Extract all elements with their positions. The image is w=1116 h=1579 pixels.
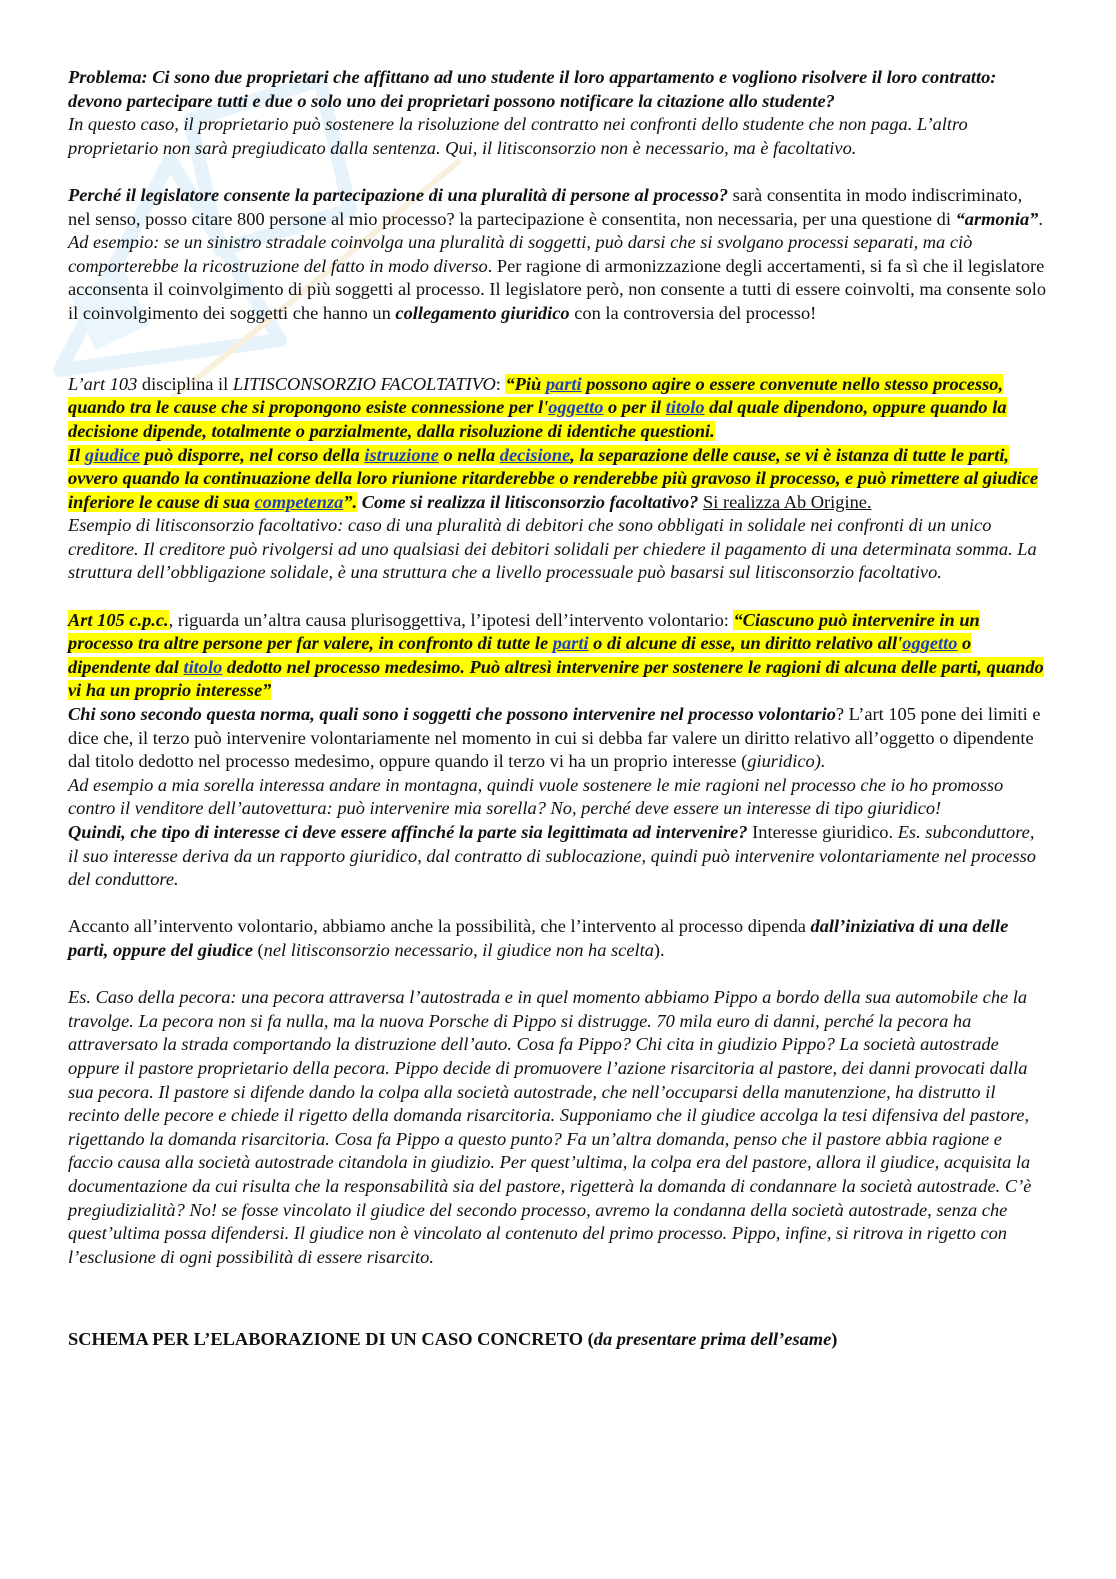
art-103-label: L’art 103 [68, 373, 138, 394]
document-page [68, 66, 1048, 1375]
intervention-question: Chi sono secondo questa norma, quali sono i soggetti che possono intervenire nel processo volontario [68, 704, 836, 725]
litisconsorzio-title: LITISCONSORZIO FACOLTATIVO [232, 373, 496, 394]
paragraph-plurality [68, 184, 1048, 326]
quote-text: ”. [343, 491, 358, 512]
quote-text: , la separazione delle cause, se vi è istanza di tutte le parti, ovvero quando la continuazione della loro riunione ritarderebbe o renderebbe più gravoso il processo, e può rimettere al giudice inferiore le cause di sua [68, 444, 1039, 512]
paragraph-pecora: Es. Caso della pecora: una pecora attraversa l’autostrada e in quel momento abbiamo Pippo a bordo della sua automobile che la travolge. La pecora non si fa nulla, ma la nuova Porsche di Pippo si distrugge. 70 mila euro di danni, perché la pecora ha attraversato la strada comportando la distruzione dell’auto. Cosa fa Pippo? Chi cita in giudizio Pippo? La società autostrade oppure il pastore proprietario della pecora. Pippo decide di promuovere l’azione risarcitoria al pastore, dei danni provocati dalla sua pecora. Il pastore si difende dando la colpa alla società autostrade, che nell’occuparsi della manutenzione, ha distrutto il recinto delle pecore e chiede il rigetto della domanda risarcitoria. Supponiamo che il giudice accolga la tesi difensiva del pastore, rigettando la domanda risarcitoria. Cosa fa Pippo a questo punto? Fa un’altra domanda, penso che il pastore abbia ragione e faccio causa alla società autostrade citandola in giudizio. Per quest’ultima, la colpa era del pastore, allora il giudice, acquisita la documentazione da cui risulta che la responsabilità sia del pastore, rigetterà la domanda di condannare la società autostrade. C’è pregiudizialità? No! se fosse vincolato il giudice del secondo processo, avremo la condanna della società autostrade, senza che quest’ultima possa difendersi. Il giudice non è vincolato al contenuto del primo processo. Pippo, infine, si ritrova in rigetto con l’esclusione di ogni possibilità di essere risarcito. [68, 987, 1032, 1267]
text: , riguarda un’altra causa plurisoggettiva, l’ipotesi dell’intervento volontario: [168, 609, 734, 630]
text: ). [653, 939, 665, 960]
quote-text: “Ciascuno può intervenire in un processo tra altre persone per far valere, in confronto di tutte le [68, 609, 980, 654]
litisconsorzio-answer: Si realizza Ab Origine. [703, 491, 872, 512]
problem-answer: In questo caso, il proprietario può sostenere la risoluzione del contratto nei confronti dello studente che non paga. L’altro proprietario non sarà pregiudicato dalla sentenza. Qui, il litisconsorzio non è necessario, ma è facoltativo. [68, 114, 968, 158]
text: : [495, 373, 506, 394]
quote-text: “Più [505, 373, 546, 394]
heading-text: SCHEMA PER L’ELABORAZIONE DI UN CASO CONCRETO ( [68, 1328, 594, 1349]
text: ( [252, 939, 264, 960]
plurality-question: Perché il legislatore consente la partecipazione di una pluralità di persone al processo? [68, 184, 729, 205]
text: disciplina il [137, 373, 233, 394]
paragraph-intervention [68, 915, 1048, 962]
note-necessario: nel litisconsorzio necessario, il giudice non ha scelta [263, 939, 654, 960]
text: Accanto all’intervento volontario, abbiamo anche la possibilità, che l’intervento al processo dipenda [68, 916, 811, 937]
link-oggetto[interactable]: oggetto [548, 397, 604, 418]
link-oggetto-105[interactable]: oggetto [902, 633, 958, 654]
quote-text: o per il [603, 397, 666, 418]
link-decisione[interactable]: decisione [499, 444, 571, 465]
interest-question: Quindi, che tipo di interesse ci deve essere affinché la parte sia legittimata ad intervenire? [68, 822, 748, 842]
link-titolo[interactable]: titolo [665, 397, 705, 418]
link-titolo-105[interactable]: titolo [183, 656, 223, 677]
link-istruzione[interactable]: istruzione [364, 444, 439, 465]
emphasis-iniziativa: dall’iniziativa di una delle parti, oppure del giudice [68, 916, 1009, 960]
example-text: Ad esempio: se un sinistro stradale coinvolga una pluralità di soggetti, può darsi che si svolgano processi separati, ma ciò comporterebbe la ricostruzione del fatto in modo diverso [68, 232, 973, 276]
text: con la controversia del processo! [569, 302, 817, 323]
schema-heading [68, 1328, 1048, 1352]
example-subconduttore: Es. subconduttore, il suo interesse deriva da un rapporto giuridico, dal contratto di sublocazione, quindi può intervenire volontariamente nel processo del conduttore. [68, 822, 1036, 890]
emphasis-armonia: “armonia” [955, 208, 1039, 229]
text: giuridico). [747, 751, 826, 772]
quote-text: o di alcune di esse, un diritto relativo all' [588, 633, 903, 654]
text: . Per ragione di armonizzazione degli accertamenti, si fa sì che il legislatore acconsenta il coinvolgimento di più soggetti al processo. Il legislatore però, non consente a tutti di essere coinvolti, ma consente solo il coinvolgimento dei soggetti che hanno un [68, 255, 1047, 323]
litisconsorzio-question: Come si realizza il litisconsorzio facoltativo? [357, 491, 699, 512]
quote-text: può disporre, nel corso della [140, 444, 365, 465]
link-parti[interactable]: parti [545, 373, 582, 394]
text: . [1038, 208, 1043, 229]
example-sister: Ad esempio a mia sorella interessa andare in montagna, quindi vuole sostenere le mie ragioni nel processo che io ho promosso contro il venditore dell’autovettura: può intervenire mia sorella? No, perché deve essere un interesse di tipo giuridico! [68, 774, 1004, 819]
link-parti-105[interactable]: parti [552, 633, 589, 654]
paragraph-art-105 [68, 609, 1048, 892]
quote-text: Il [68, 444, 85, 465]
paragraph-art-103 [68, 373, 1048, 585]
link-giudice[interactable]: giudice [84, 444, 141, 465]
heading-text: ) [831, 1328, 838, 1349]
emphasis-collegamento: collegamento giuridico [395, 302, 570, 323]
quote-text: o nella [438, 444, 500, 465]
text: sarà consentita in modo indiscriminato, nel senso, posso citare 800 persone al mio processo? la partecipazione è consentita, non necessaria, per una questione di [68, 184, 1023, 229]
paragraph-problem [68, 66, 1048, 160]
art-105-label: Art 105 c.p.c. [68, 609, 169, 630]
link-competenza[interactable]: competenza [254, 491, 344, 512]
quote-text: possono agire o essere convenute nello stesso processo, quando tra le cause che si propongono esiste connessione per l' [68, 373, 1004, 418]
text: Interesse giuridico. [747, 822, 898, 842]
text: ? L’art 105 pone dei limiti e dice che, il terzo può intervenire volontariamente nel momento in cui si debba far valere un diritto relativo all’oggetto o dipendente dal titolo dedotto nel processo medesimo, oppure quando il terzo vi ha un proprio interesse ( [68, 704, 1041, 772]
quote-text: dal quale dipendono, oppure quando la decisione dipende, totalmente o parzialmente, dalla risoluzione di identiche questioni. [68, 397, 1007, 441]
quote-text: o dipendente dal [68, 633, 972, 677]
quote-text: dedotto nel processo medesimo. Può altresì intervenire per sostenere le ragioni di alcuna delle parti, quando vi ha un proprio interesse” [68, 656, 1044, 701]
problem-question: Problema: Ci sono due proprietari che affittano ad uno studente il loro appartamento e vogliono risolvere il loro contratto: devono partecipare tutti e due o solo uno dei proprietari possono notificare la citazione allo studente? [68, 67, 997, 111]
heading-italic: da presentare prima dell’esame [593, 1328, 832, 1349]
example-litisconsorzio: Esempio di litisconsorzio facoltativo: caso di una pluralità di debitori che sono obbligati in solidale nei confronti di un unico creditore. Il creditore può rivolgersi ad uno qualsiasi dei debitori solidali per chiedere il pagamento di una determinata somma. La struttura dell’obbligazione solidale, è una struttura che a livello processuale può basarsi sul litisconsorzio facoltativo. [68, 515, 1037, 583]
